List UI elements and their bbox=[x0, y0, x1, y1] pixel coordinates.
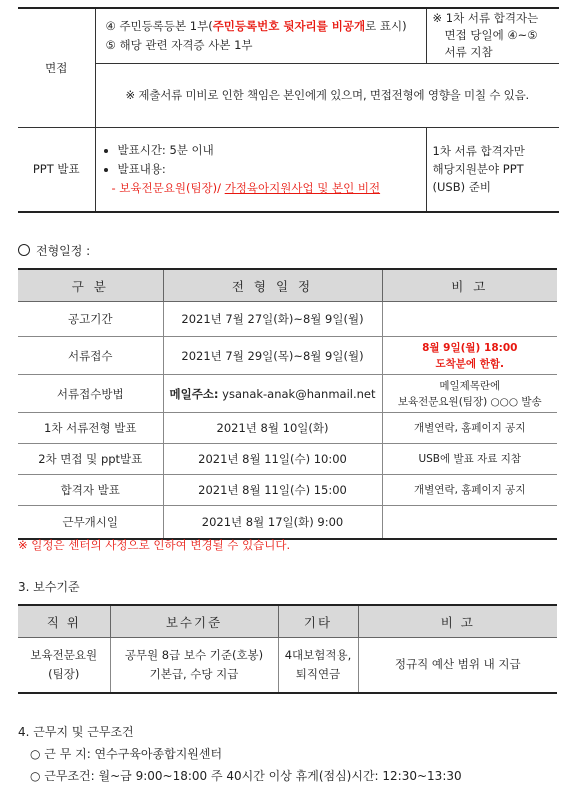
table-row: 공고기간 2021년 7월 27일(화)~8월 9일(월) bbox=[18, 302, 557, 337]
application-docs-table bbox=[18, 7, 559, 213]
table-row: 서류접수방법 메일주소: ysanak-anak@hanmail.net 메일제목란에 보육전문요원(팀장) ○○○ 발송 bbox=[18, 375, 557, 413]
work-location: ○ 근 무 지: 연수구육아종합지원센터 bbox=[30, 747, 223, 761]
col-standard: 보수기준 bbox=[110, 605, 278, 638]
table-row: 1차 서류전형 발표 2021년 8월 10일(화) 개별연락, 홈페이지 공지 bbox=[18, 413, 557, 444]
col-position: 직 위 bbox=[18, 605, 110, 638]
schedule-table bbox=[18, 268, 557, 540]
pay-table bbox=[18, 604, 557, 694]
schedule-footnote: ※ 일정은 센터의 사정으로 인하여 변경될 수 있습니다. bbox=[18, 538, 291, 552]
interview-label: 면접 bbox=[18, 8, 95, 127]
table-row: 근무개시일 2021년 8월 17일(화) 9:00 bbox=[18, 506, 557, 539]
table-row: 보육전문요원 (팀장) 공무원 8급 보수 기준(호봉) 기본급, 수당 지급 4대보험적용, 퇴직연금 정규직 예산 범위 내 지급 bbox=[18, 638, 557, 693]
interview-docs bbox=[95, 8, 426, 63]
table-row: 서류접수 2021년 7월 29일(목)~8월 9일(월) 8월 9일(월) 18:00 도착분에 한함. bbox=[18, 337, 557, 375]
ppt-content: • 발표시간: 5분 이내 • 발표내용: - 보육전문요원(팀장)/ 가정육아지원사업 및 본인 비전 bbox=[95, 127, 426, 212]
work-conditions: ○ 근무조건: 월~금 9:00~18:00 주 40시간 이상 휴게(점심)시간: 12:30~13:30 bbox=[30, 769, 462, 783]
circle-bullet-icon bbox=[18, 244, 30, 256]
table-row: 2차 면접 및 ppt발표 2021년 8월 11일(수) 10:00 USB에 발표 자료 지참 bbox=[18, 444, 557, 475]
doc-item-4: ④ 주민등록등본 1부(주민등록번호 뒷자리를 비공개로 표시) bbox=[105, 18, 407, 33]
col-note: 비 고 bbox=[382, 269, 557, 302]
responsibility-note: ※ 제출서류 미비로 인한 책임은 본인에게 있으며, 면접전형에 영향을 미칠 수 있음. bbox=[95, 63, 559, 127]
work-heading: 4. 근무지 및 근무조건 bbox=[18, 725, 134, 739]
interview-side-note: ※ 1차 서류 합격자는 면접 당일에 ④~⑤ 서류 지참 bbox=[426, 8, 559, 63]
ppt-side-note: 1차 서류 합격자만 해당지원분야 PPT (USB) 준비 bbox=[426, 127, 559, 212]
ppt-label: PPT 발표 bbox=[18, 127, 95, 212]
col-pay-note: 비 고 bbox=[358, 605, 557, 638]
ppt-topic: - 보육전문요원(팀장)/ 가정육아지원사업 및 본인 비전 bbox=[111, 180, 381, 195]
doc-item-5: ⑤ 해당 관련 자격증 사본 1부 bbox=[105, 37, 253, 52]
schedule-heading: 전형일정 : bbox=[18, 242, 90, 259]
col-category: 구 분 bbox=[18, 269, 163, 302]
col-etc: 기타 bbox=[278, 605, 358, 638]
col-schedule: 전 형 일 정 bbox=[163, 269, 382, 302]
pay-heading: 3. 보수기준 bbox=[18, 580, 80, 594]
table-row: 합격자 발표 2021년 8월 11일(수) 15:00 개별연락, 홈페이지 공지 bbox=[18, 475, 557, 506]
